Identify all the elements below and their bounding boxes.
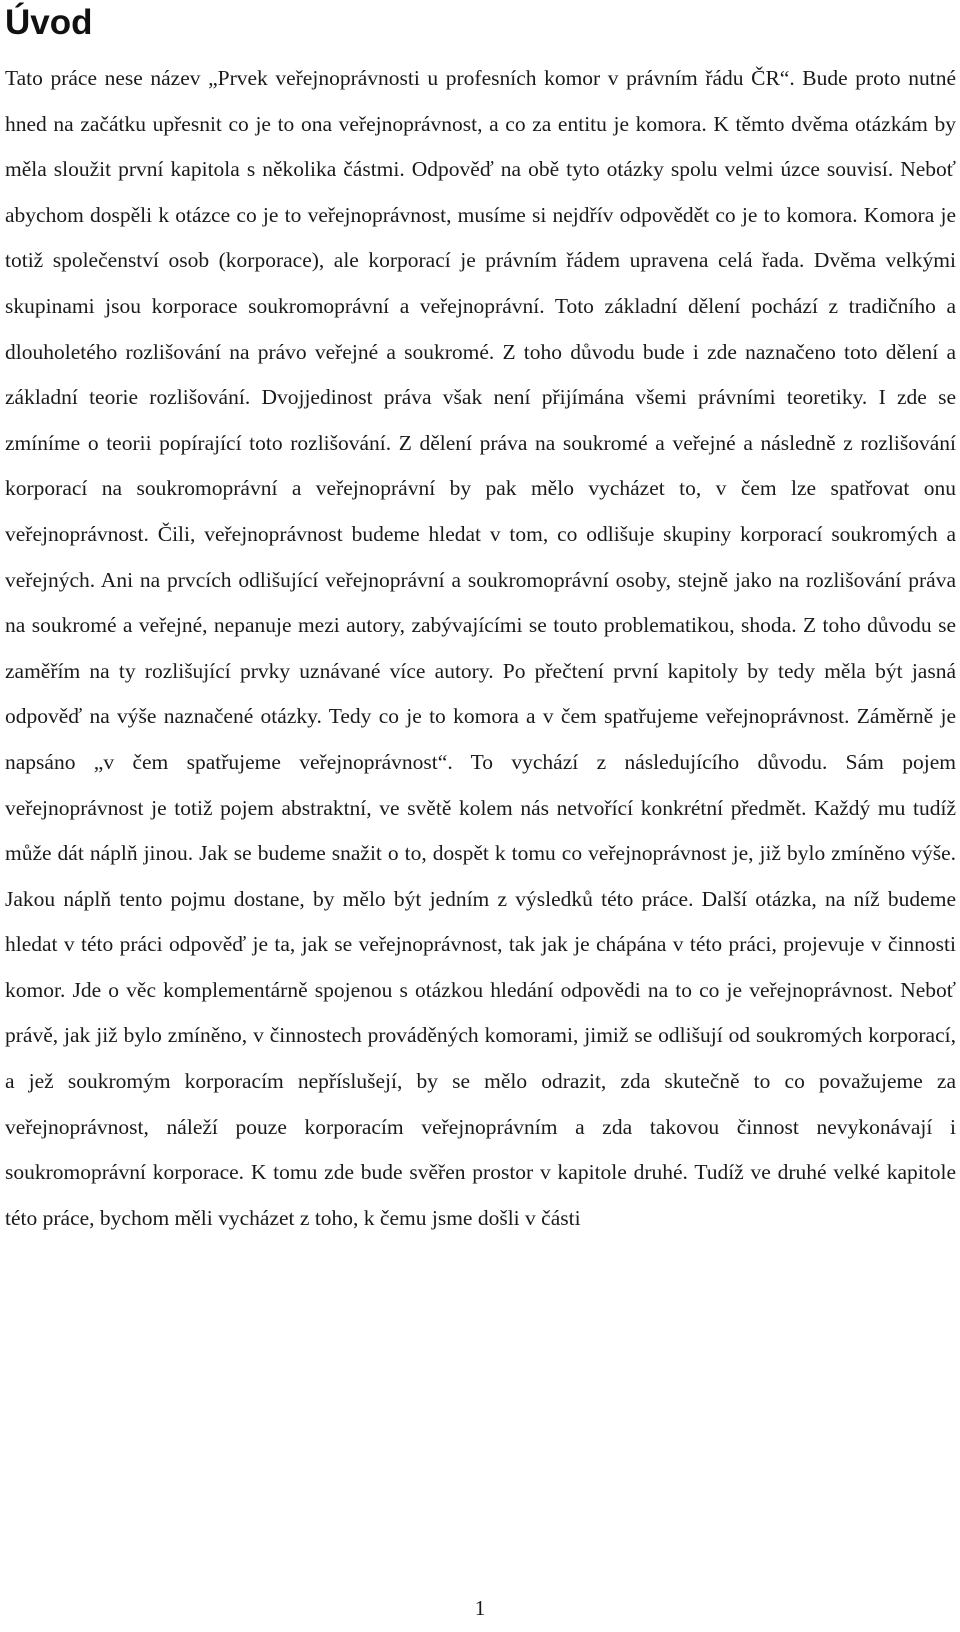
chapter-heading: Úvod [5,3,93,42]
page-number: 1 [474,1596,486,1620]
body-paragraph: Tato práce nese název „Prvek veřejnoprávnosti u profesních komor v právním řádu ČR“. Bude proto nutné hned na začátku upřesnit co je to ona veřejnoprávnost, a co za entitu je komora. K těmto dvěma otázkám by měla sloužit první kapitola s několika částmi. Odpověď na obě tyto otázky spolu velmi úzce souvisí. Neboť abychom dospěli k otázce co je to veřejnoprávnost, musíme si nejdřív odpovědět co je to komora. Komora je totiž společenství osob (korporace), ale korporací je právním řádem upravena celá řada. Dvěma velkými skupinami jsou korporace soukromoprávní a veřejnoprávní. Toto základní dělení pochází z tradičního a dlouholetého rozlišování na právo veřejné a soukromé. Z toho důvodu bude i zde naznačeno toto dělení a základní teorie rozlišování. Dvojjedinost práva však není přijímána všemi právními teoretiky. I zde se zmíníme o teorii popírající toto rozlišování. Z dělení práva na soukromé a veřejné a následně z rozlišování korporací na soukromoprávní a veřejnoprávní by pak mělo vycházet to, v čem lze spatřovat onu veřejnoprávnost. Čili, veřejnoprávnost budeme hledat v tom, co odlišuje skupiny korporací soukromých a veřejných. Ani na prvcích odlišující veřejnoprávní a soukromoprávní osoby, stejně jako na rozlišování práva na soukromé a veřejné, nepanuje mezi autory, zabývajícími se touto problematikou, shoda. Z toho důvodu se zaměřím na ty rozlišující prvky uznávané více autory. Po přečtení první kapitoly by tedy měla být jasná odpověď na výše naznačené otázky. Tedy co je to komora a v čem spatřujeme veřejnoprávnost. Záměrně je napsáno „v čem spatřujeme veřejnoprávnost“. To vychází z následujícího důvodu. Sám pojem veřejnoprávnost je totiž pojem abstraktní, ve světě kolem nás netvořící konkrétní předmět. Každý mu tudíž může dát náplň jinou. Jak se budeme snažit o to, dospět k tomu co veřejnoprávnost je, již bylo zmíněno výše. Jakou náplň tento pojmu dostane, by mělo být jedním z výsledků této práce. Další otázka, na níž budeme hledat v této práci odpověď je ta, jak se veřejnoprávnost, tak jak je chápána v této práci, projevuje v činnosti komor. Jde o věc komplementárně spojenou s otázkou hledání odpovědi na to co je veřejnoprávnost. Neboť právě, jak již bylo zmíněno, v činnostech prováděných komorami, jimiž se odlišují od soukromých korporací, a jež soukromým korporacím nepříslušejí, by se mělo odrazit, zda skutečně to co považujeme za veřejnoprávnost, náleží pouze korporacím veřejnoprávním a zda takovou činnost nevykonávají i soukromoprávní korporace. K tomu zde bude svěřen prostor v kapitole druhé. Tudíž ve druhé velké kapitole této práce, bychom měli vycházet z toho, k čemu jsme došli v části [5,66,956,1230]
